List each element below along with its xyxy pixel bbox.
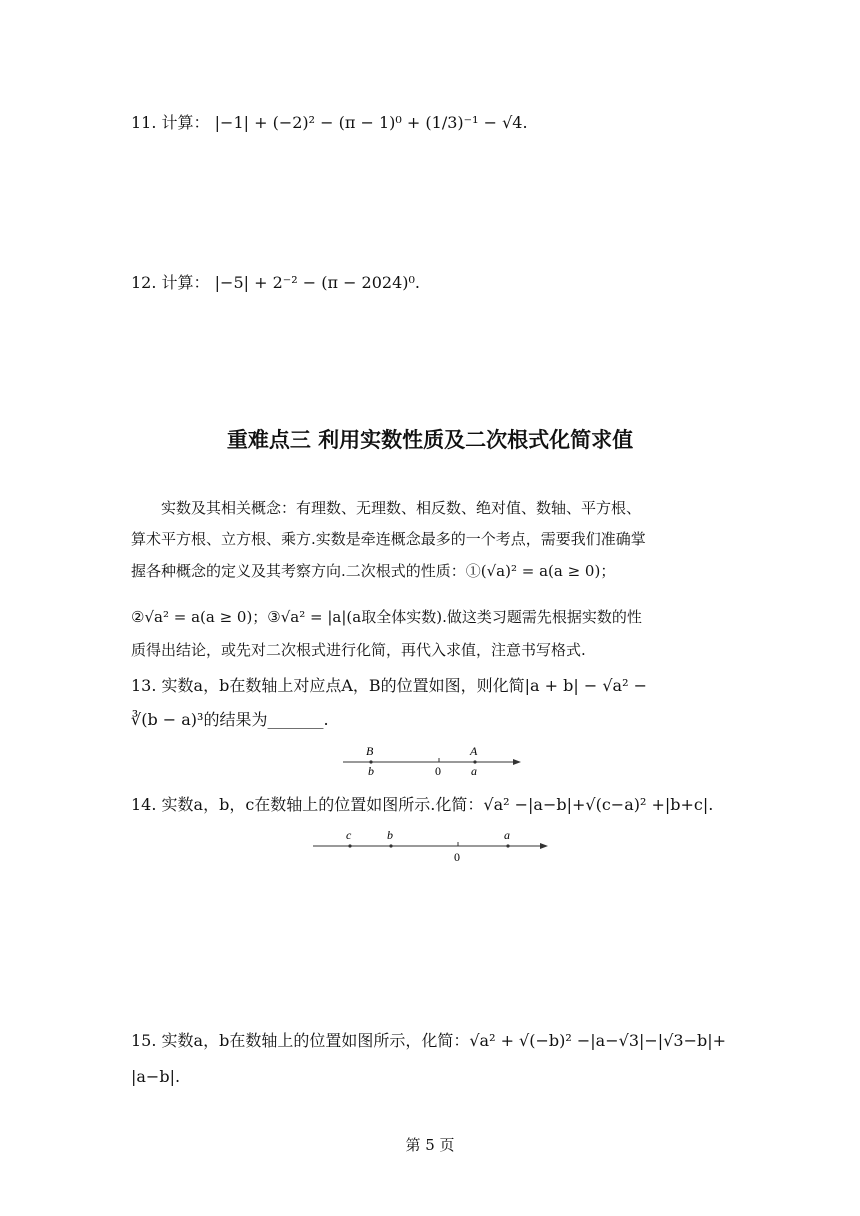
section-para-line-1: 实数及其相关概念：有理数、无理数、相反数、绝对值、数轴、平方根、: [161, 499, 642, 517]
point-label-b: b: [387, 828, 393, 842]
problem-13-line-2: ∛(b − a)³的结果为_______.: [131, 710, 329, 729]
problem-text: 实数a，b，c在数轴上的位置如图所示.化简：√a² −|a−b|+√(c−a)² +|b+c|.: [161, 795, 714, 814]
point-label-A: A: [470, 744, 478, 758]
section-title: 重难点三 利用实数性质及二次根式化简求值: [226, 428, 634, 452]
section-para-line-4: ②√a² = a(a ≥ 0)；③√a² = |a|(a取全体实数).做这类习题需先根据实数的性: [131, 608, 642, 626]
problem-number: 14.: [131, 795, 157, 814]
point-label-b: b: [368, 764, 374, 778]
page-number: 第 5 页: [405, 1136, 455, 1154]
origin-label: 0: [435, 764, 441, 778]
number-line-13: [335, 740, 525, 778]
point-label-c: c: [346, 828, 352, 842]
section-para-line-5: 质得出结论，或先对二次根式进行化简，再代入求值，注意书写格式.: [131, 641, 586, 659]
problem-13: [131, 673, 647, 699]
section-para-line-3: 握各种概念的定义及其考察方向.二次根式的性质：①(√a)² = a(a ≥ 0)；: [131, 562, 616, 580]
problem-15-line-2: |a−b|.: [131, 1067, 181, 1086]
problem-number: 13.: [131, 676, 157, 695]
problem-15: [131, 1028, 726, 1054]
point-label-B: B: [366, 744, 374, 758]
problem-11: [131, 110, 528, 136]
origin-label: 0: [454, 850, 460, 864]
problem-text-line-1: 实数a，b在数轴上对应点A，B的位置如图，则化简|a + b| − √a² −: [161, 676, 648, 695]
problem-number: 15.: [131, 1031, 157, 1050]
problem-prefix: 计算：: [161, 113, 210, 132]
point-label-a: a: [471, 764, 477, 778]
problem-number: 11.: [131, 113, 157, 132]
problem-expression: |−5| + 2⁻² − (π − 2024)⁰.: [214, 273, 421, 292]
problem-14: [131, 792, 713, 818]
problem-number: 12.: [131, 273, 157, 292]
problem-expression: |−1| + (−2)² − (π − 1)⁰ + (1/3)⁻¹ − √4.: [214, 113, 528, 132]
problem-prefix: 计算：: [161, 273, 210, 292]
problem-12: [131, 270, 420, 296]
number-line-14: [310, 826, 555, 866]
point-label-a: a: [504, 828, 510, 842]
section-para-line-2: 算术平方根、立方根、乘方.实数是牵连概念最多的一个考点，需要我们准确掌: [131, 530, 646, 548]
problem-text-line-1: 实数a，b在数轴上的位置如图所示，化简：√a² + √(−b)² −|a−√3|−|√3−b|+: [161, 1031, 727, 1050]
